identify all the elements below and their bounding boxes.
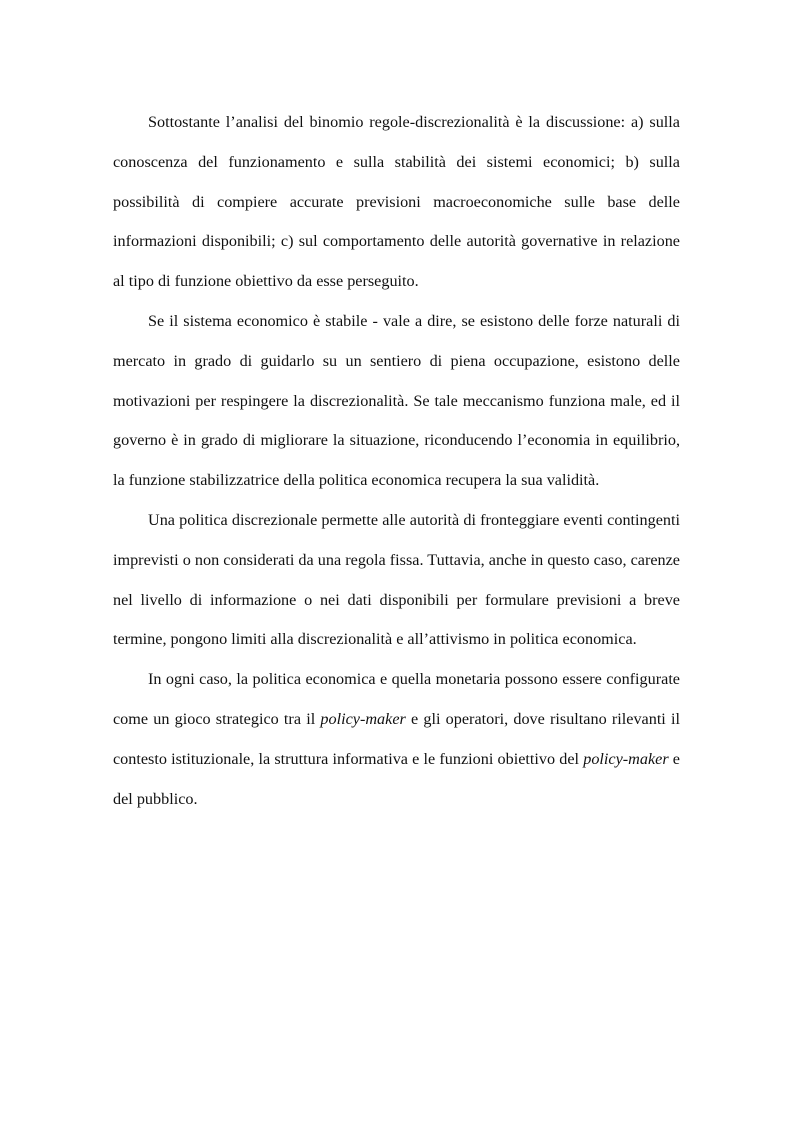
- paragraph-1: [113, 103, 680, 302]
- document-page: [113, 103, 680, 819]
- paragraph-3-text: Una politica discrezionale permette alle autorità di fronteggiare eventi contingenti imprevisti o non considerati da una regola fissa. Tuttavia, anche in questo caso, carenze nel livello di informazione o nei dati disponibili per formulare previsioni a breve termine, pongono limiti alla discrezionalità e all’attivismo in politica economica.: [113, 510, 680, 649]
- paragraph-3: [113, 501, 680, 660]
- paragraph-1-text: Sottostante l’analisi del binomio regole-discrezionalità è la discussione: a) sulla conoscenza del funzionamento e sulla stabilità dei sistemi economici; b) sulla possibilità di compiere accurate previsioni macroeconomiche sulle base delle informazioni disponibili; c) sul comportamento delle autorità governative in relazione al tipo di funzione obiettivo da esse perseguito.: [113, 113, 680, 291]
- paragraph-2: [113, 302, 680, 501]
- paragraph-4-text-part-1: In ogni caso, la politica economica e quella monetaria possono essere configurate come un gioco strategico tra il: [113, 670, 680, 728]
- paragraph-4-text-part-3: e del pubblico.: [113, 749, 680, 808]
- paragraph-2-text: Se il sistema economico è stabile - vale a dire, se esistono delle forze naturali di mercato in grado di guidarlo su un sentiero di piena occupazione, esistono delle motivazioni per respingere la discrezionalità. Se tale meccanismo funziona male, ed il governo è in grado di migliorare la situazione, riconducendo l’economia in equilibrio, la funzione stabilizzatrice della politica economica recupera la sua validità.: [113, 311, 680, 490]
- paragraph-4: [113, 660, 680, 819]
- paragraph-4-text-part-2: e gli operatori, dove risultano rilevanti il contesto istituzionale, la struttura informativa e le funzioni obiettivo del: [113, 709, 681, 768]
- paragraph-4-italic-term-1: policy-maker: [320, 709, 406, 728]
- paragraph-4-italic-term-2: policy-maker: [583, 749, 669, 768]
